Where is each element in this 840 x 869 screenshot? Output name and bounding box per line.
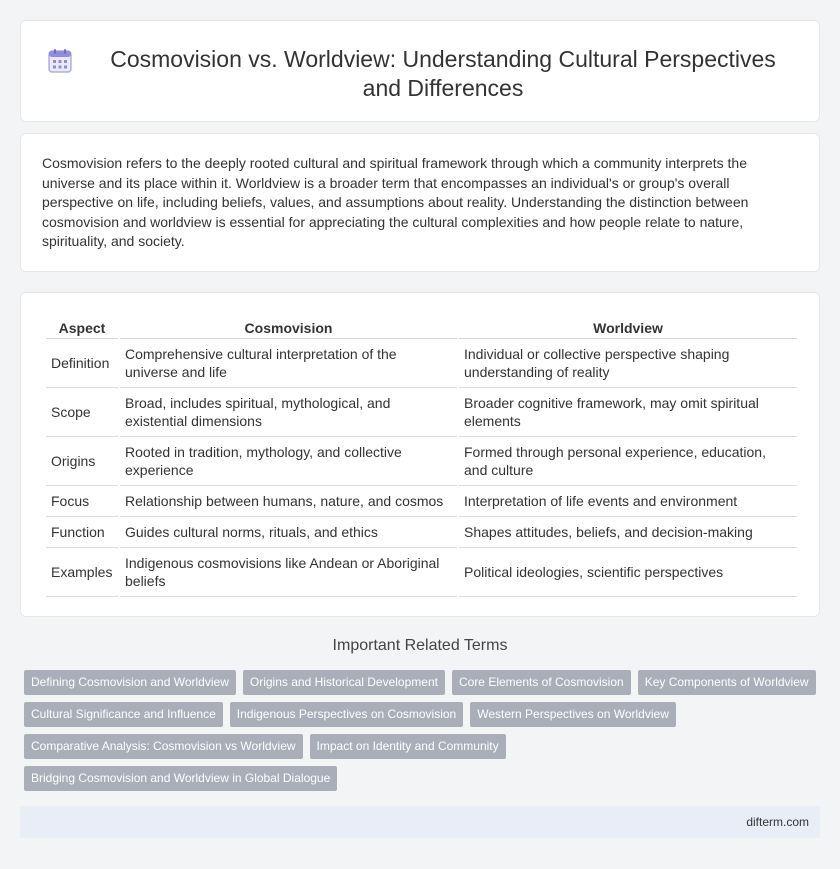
table-row	[46, 341, 797, 388]
table-row	[46, 488, 797, 517]
calendar-icon	[47, 48, 73, 74]
row-aspect: Examples	[46, 550, 118, 597]
related-term-tag[interactable]: Indigenous Perspectives on Cosmovision	[230, 702, 463, 727]
row-worldview: Political ideologies, scientific perspectives	[459, 550, 797, 597]
row-cosmovision: Guides cultural norms, rituals, and ethics	[120, 519, 457, 548]
related-term-tag[interactable]: Comparative Analysis: Cosmovision vs Worldview	[24, 734, 303, 759]
row-aspect: Definition	[46, 341, 118, 388]
header-card	[20, 20, 820, 122]
related-term-tag[interactable]: Cultural Significance and Influence	[24, 702, 223, 727]
related-term-tag[interactable]: Core Elements of Cosmovision	[452, 670, 631, 695]
related-terms-title: Important Related Terms	[332, 637, 508, 654]
row-cosmovision: Comprehensive cultural interpretation of the universe and life	[120, 341, 457, 388]
table-row	[46, 439, 797, 486]
comparison-table	[44, 314, 799, 599]
intro-card	[20, 133, 820, 272]
related-term-tag[interactable]: Origins and Historical Development	[243, 670, 445, 695]
table-row	[46, 390, 797, 437]
row-cosmovision: Broad, includes spiritual, mythological, and existential dimensions	[120, 390, 457, 437]
table-row	[46, 550, 797, 597]
row-aspect: Function	[46, 519, 118, 548]
row-cosmovision: Rooted in tradition, mythology, and collective experience	[120, 439, 457, 486]
related-terms-list	[24, 670, 824, 798]
row-aspect: Focus	[46, 488, 118, 517]
row-aspect: Scope	[46, 390, 118, 437]
row-worldview: Shapes attitudes, beliefs, and decision-making	[459, 519, 797, 548]
related-term-tag[interactable]: Western Perspectives on Worldview	[470, 702, 676, 727]
row-worldview: Individual or collective perspective shaping understanding of reality	[459, 341, 797, 388]
intro-paragraph: Cosmovision refers to the deeply rooted cultural and spiritual framework through which a community interprets the universe and its place within it. Worldview is a broader term that encompasses an individual's or group's overall perspective on life, including beliefs, values, and assumptions about reality. Understanding the distinction between cosmovision and worldview is essential for appreciating the cultural complexities and how people relate to nature, spirituality, and society.	[42, 155, 749, 250]
related-term-tag[interactable]: Defining Cosmovision and Worldview	[24, 670, 236, 695]
row-worldview: Interpretation of life events and environment	[459, 488, 797, 517]
row-worldview: Broader cognitive framework, may omit spiritual elements	[459, 390, 797, 437]
related-term-tag[interactable]: Impact on Identity and Community	[310, 734, 506, 759]
footer	[20, 806, 820, 838]
comparison-card	[20, 292, 820, 617]
related-term-tag[interactable]: Key Components of Worldview	[638, 670, 816, 695]
table-header-row	[46, 316, 797, 339]
table-row	[46, 519, 797, 548]
row-worldview: Formed through personal experience, education, and culture	[459, 439, 797, 486]
footer-site-link[interactable]: difterm.com	[746, 815, 809, 829]
header-aspect: Aspect	[46, 316, 118, 339]
row-cosmovision: Relationship between humans, nature, and cosmos	[120, 488, 457, 517]
row-aspect: Origins	[46, 439, 118, 486]
row-cosmovision: Indigenous cosmovisions like Andean or Aboriginal beliefs	[120, 550, 457, 597]
page-title: Cosmovision vs. Worldview: Understanding Cultural Perspectives and Differences	[110, 46, 776, 101]
header-cosmovision: Cosmovision	[120, 316, 457, 339]
related-term-tag[interactable]: Bridging Cosmovision and Worldview in Global Dialogue	[24, 766, 337, 791]
header-worldview: Worldview	[459, 316, 797, 339]
